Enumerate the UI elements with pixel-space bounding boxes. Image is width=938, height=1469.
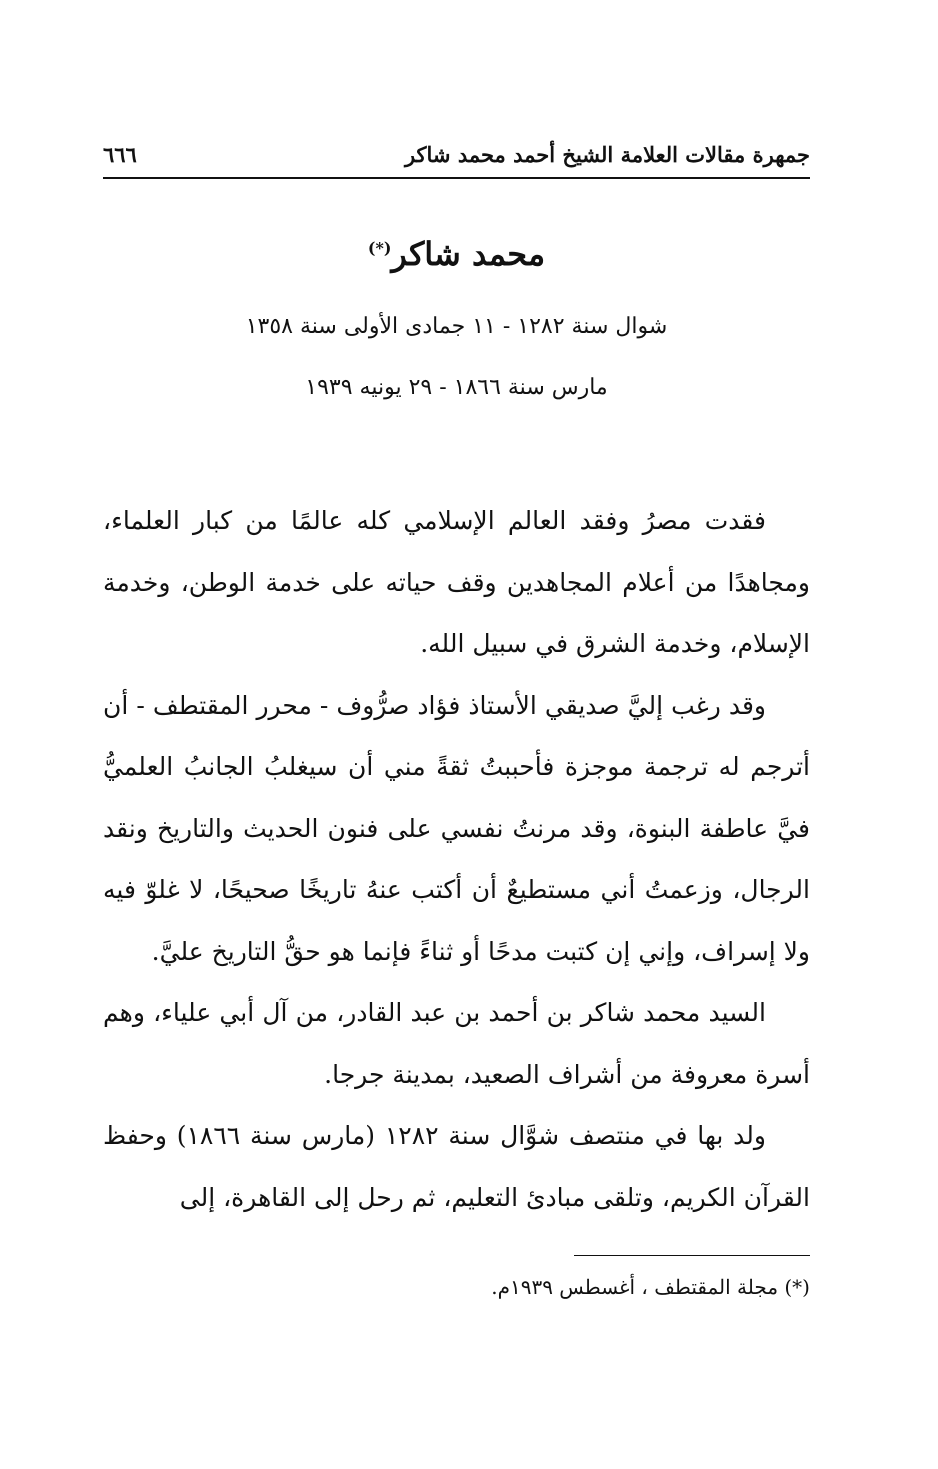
paragraph-4: ولد بها في منتصف شوَّال سنة ١٢٨٢ (مارس سنة ١٨٦٦) وحفظ القرآن الكريم، وتلقى مبادئ التعليم، ثم رحل إلى القاهرة، إلى <box>103 1121 810 1212</box>
header-rule <box>103 177 810 179</box>
article-title-text: محمد شاكر <box>391 235 546 273</box>
footnote-rule <box>574 1255 810 1256</box>
running-header <box>103 136 810 172</box>
page-number: ٦٦٦ <box>103 141 137 167</box>
paragraph-1: فقدت مصرُ وفقد العالم الإسلامي كله عالمًا من كبار العلماء، ومجاهدًا من أعلام المجاهدين وقف حياته على خدمة الوطن، وخدمة الإسلام، وخدمة الشرق في سبيل الله. <box>103 506 810 658</box>
gregorian-dates: مارس سنة ١٨٦٦ - ٢٩ يونيه ١٩٣٩ <box>305 375 608 400</box>
article-title <box>103 235 810 273</box>
running-title: جمهرة مقالات العلامة الشيخ أحمد محمد شاكر <box>404 141 810 167</box>
hijri-dates: شوال سنة ١٢٨٢ - ١١ جمادى الأولى سنة ١٣٥٨ <box>245 314 668 339</box>
paragraph-3: السيد محمد شاكر بن أحمد بن عبد القادر، من آل أبي علياء، وهم أسرة معروفة من أشراف الصعيد، بمدينة جرجا. <box>103 998 810 1089</box>
paragraph-2: وقد رغب إليَّ صديقي الأستاذ فؤاد صرُّوف - محرر المقتطف - أن أترجم له ترجمة موجزة فأحببتُ ثقةً مني أن سيغلبُ الجانبُ العلميُّ فيَّ عاطفة البنوة، وقد مرنتُ نفسي على فنون الحديث والتاريخ ونقد الرجال، وزعمتُ أني مستطيعٌ أن أكتب عنهُ تاريخًا صحيحًا، لا غلوّ فيه ولا إسراف، وإني إن كتبت مدحًا أو ثناءً فإنما هو حقُّ التاريخ عليَّ. <box>103 690 810 966</box>
article-body <box>103 490 810 1228</box>
footnote: (*) مجلة المقتطف ، أغسطس ١٩٣٩م. <box>491 1275 810 1299</box>
footnote-marker[interactable]: (*) <box>367 238 392 258</box>
